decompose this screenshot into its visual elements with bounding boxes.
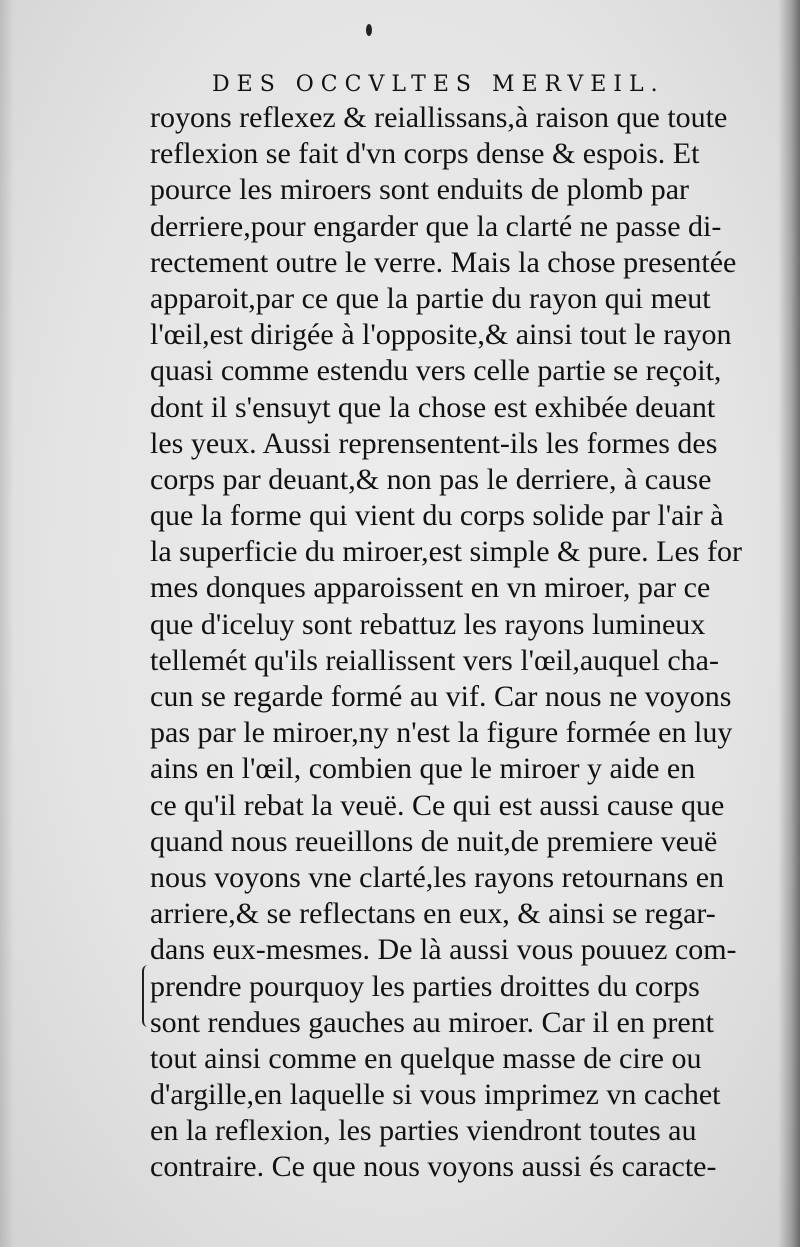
text-line: pource les miroers sont enduits de plomb par: [150, 173, 690, 207]
text-line: ains en l'œil, combien que le miroer y aide en: [150, 752, 696, 786]
text-line: apparoit,par ce que la partie du rayon qui meut: [150, 281, 711, 315]
text-line: reflexion se fait d'vn corps dense & espois. Et: [150, 137, 700, 171]
text-line: rectement outre le verre. Mais la chose presentée: [150, 245, 737, 279]
text-line: quand nous reueillons de nuit,de premiere veuë: [150, 824, 718, 858]
text-line: d'argille,en laquelle si vous imprimez vn cachet: [150, 1078, 721, 1112]
text-line: tout ainsi comme en quelque masse de cire ou: [150, 1041, 702, 1075]
text-line: l'œil,est dirigée à l'opposite,& ainsi tout le rayon: [150, 318, 732, 352]
gutter-shade: [0, 0, 14, 1247]
text-line: les yeux. Aussi reprensentent-ils les formes des: [150, 426, 718, 460]
text-line: pas par le miroer,ny n'est la figure formée en luy: [150, 716, 733, 750]
text-line: que d'iceluy sont rebattuz les rayons lumineux: [150, 607, 706, 641]
ink-speck: [366, 24, 372, 36]
text-line: en la reflexion, les parties viendront toutes au: [150, 1114, 697, 1148]
text-line: dont il s'ensuyt que la chose est exhibée deuant: [150, 390, 716, 424]
text-line: nous voyons vne clarté,les rayons retournans en: [150, 860, 725, 894]
text-line: que la forme qui vient du corps solide par l'air à: [150, 499, 724, 533]
text-line: la superficie du miroer,est simple & pure. Les for: [150, 535, 742, 569]
margin-bracket-mark: [142, 965, 148, 1027]
running-head: DES OCCVLTES MERVEIL.: [212, 72, 665, 97]
text-line: corps par deuant,& non pas le derriere, à cause: [150, 462, 712, 496]
text-line: prendre pourquoy les parties droittes du corps: [150, 969, 700, 1003]
text-line: ce qu'il rebat la veuë. Ce qui est aussi cause que: [150, 788, 725, 822]
text-line: sont rendues gauches au miroer. Car il en prent: [150, 1005, 714, 1039]
text-line: dans eux-mesmes. De là aussi vous pouuez com-: [150, 933, 737, 967]
text-line: tellemét qu'ils reiallissent vers l'œil,auquel cha-: [150, 643, 719, 677]
text-line: cun se regarde formé au vif. Car nous ne voyons: [150, 680, 732, 713]
text-line: quasi comme estendu vers celle partie se reçoit,: [150, 354, 722, 388]
text-line: mes donques apparoissent en vn miroer, par ce: [150, 571, 711, 605]
text-line: royons reflexez & reiallissans,à raison que toute: [150, 101, 728, 134]
text-line: contraire. Ce que nous voyons aussi és caracte-: [150, 1150, 717, 1184]
body-text: [150, 100, 790, 1186]
text-line: derriere,pour engarder que la clarté ne passe di-: [150, 209, 722, 243]
text-line: arriere,& se reflectans en eux, & ainsi se regar-: [150, 897, 716, 931]
